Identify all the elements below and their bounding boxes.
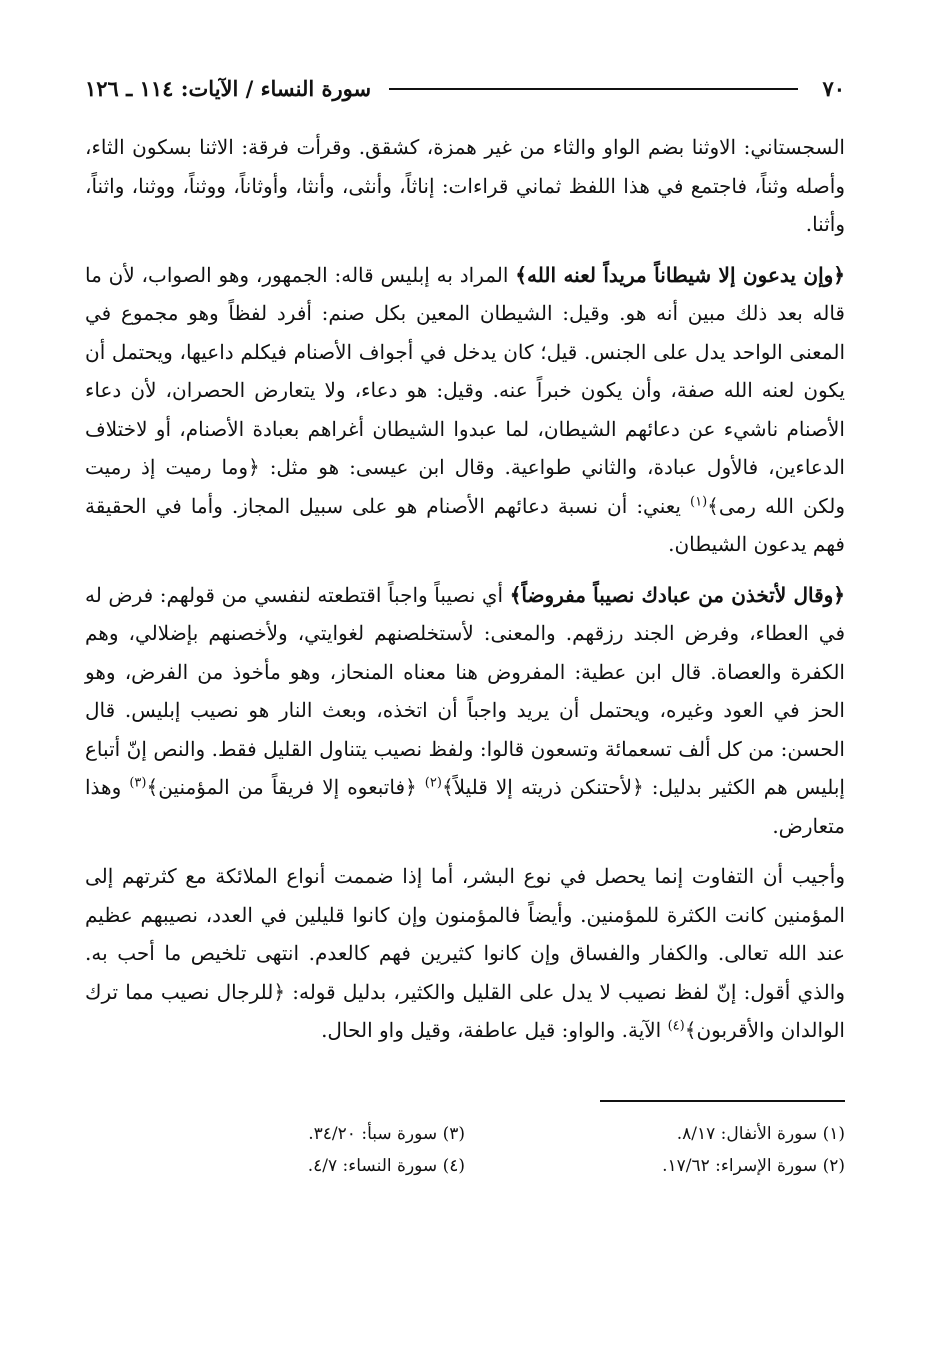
paragraph-text: يعني: أن نسبة دعائهم الأصنام هو على سبيل المجاز. وأما في الحقيقة فهم يدعون الشيطان.: [85, 493, 845, 556]
footnote-ref: (٣): [129, 775, 147, 791]
body-text: [85, 128, 845, 1050]
footnote-ref: (٢): [424, 775, 442, 791]
paragraph: [85, 576, 845, 846]
footnote: (١) سورة الأنفال: ٨/١٧.: [676, 1124, 845, 1144]
quran-quote: ﴿وما رميت إذ رميت ولكن الله رمى﴾: [85, 455, 845, 518]
footnote: (٤) سورة النساء: ٤/٧.: [307, 1156, 465, 1176]
quran-verse: ﴿وإن يدعون إلا شيطاناً مريداً لعنه الله﴾: [515, 262, 846, 287]
paragraph: [85, 857, 845, 1050]
footnote-rule: [600, 1100, 845, 1102]
paragraph-text: وهذا متعارض.: [85, 775, 845, 838]
footnote: (٣) سورة سبأ: ٣٤/٢٠.: [308, 1124, 465, 1144]
paragraph-text: السجستاني: الاوثنا بضم الواو والثاء من غير همزة، كشقق. وقرأت فرقة: الاثنا بسكون الثاء، وأصله وثناً، فاجتمع في هذا اللفظ ثماني قراءات: إناثاً، وأنثى، وأنثا، وأوثاناً، ووثناً، ووثنا، واثناً، وأثنا.: [85, 135, 845, 236]
running-header: [85, 72, 845, 106]
quran-quote: ﴿للرجال نصيب مما ترك الوالدان والأقربون﴾: [85, 979, 845, 1042]
paragraph-text: [417, 775, 425, 799]
paragraph: [85, 128, 845, 244]
footnotes: [85, 1122, 845, 1178]
paragraph-text: وأجيب أن التفاوت إنما يحصل في نوع البشر، أما إذا ضممت أنواع الملائكة مع كثرتهم إلى المؤمنين كانت الكثرة للمؤمنين. وأيضاً فالمؤمنون وإن كانوا قليلين في العدد، نصيبهم عظيم عند الله تعالى. والكفار والفساق وإن كانوا كثيرين فهم كالعدم. انتهى تلخيص ما أحب به. والذي أقول: إنّ لفظ نصيب لا يدل على القليل والكثير، بدليل قوله:: [85, 864, 845, 1004]
footnote: (٢) سورة الإسراء: ١٧/٦٢.: [662, 1156, 845, 1176]
book-page: [85, 72, 845, 1282]
footnote-ref: (١): [690, 493, 708, 509]
header-rule: [389, 88, 798, 90]
paragraph-text: المراد به إبليس قاله: الجمهور، وهو الصواب، لأن ما قاله بعد ذلك مبين أنه هو. وقيل: الشيطان المعين بكل صنم: أفرد لفظاً وهو مجموع في المعنى الواحد يدل على الجنس. قيل؛ كان يدخل في أجواف الأصنام فيكلم داعيها، ويحتمل أن يكون لعنه الله صفة، وأن يكون خبراً عنه. وقيل: هو دعاء، ولا يتعارض الحصران، لأن دعاء الأصنام ناشيء عن دعائهم الشيطان، لما عبدوا الشيطان أغراهم بعبادة الأصنام، أو لاختلاف الدعاءين، فالأول عبادة، والثاني طواعية. وقال ابن عيسى: هو مثل:: [85, 262, 845, 479]
quran-quote: ﴿لأحتنكن ذريته إلا قليلاً﴾: [441, 775, 644, 799]
page-number: ٧٠: [822, 76, 845, 101]
paragraph: [85, 256, 845, 564]
quran-verse: ﴿وقال لأتخذن من عبادك نصيباً مفروضاً﴾: [509, 582, 846, 607]
footnote-ref: (٤): [667, 1018, 685, 1034]
paragraph-text: الآية. والواو: قيل عاطفة، وقيل واو الحال.: [321, 1018, 668, 1042]
quran-quote: ﴿فاتبعوه إلا فريقاً من المؤمنين﴾: [146, 775, 417, 799]
chapter-title: سورة النساء / الآيات: ١١٤ ـ ١٢٦: [85, 76, 372, 101]
paragraph-text: أي نصيباً واجباً اقتطعته لنفسي من قولهم: فرض له في العطاء، وفرض الجند رزقهم. والمعنى: لأستخلصنهم لغوايتي، ولأخصنهم بإضلالي، وهم الكفرة والعصاة. قال ابن عطية: المفروض هنا معناه المنحاز، وهو مأخوذ من الفرض، وهو الحز في العود وغيره، ويحتمل أن يريد واجباً أن اتخذه، وبعث النار هو نصيب إبليس. قال الحسن: من كل ألف تسعمائة وتسعون قالوا: ولفظ نصيب يتناول القليل فقط. والنص إنّ أتباع إبليس هم الكثير بدليل:: [85, 582, 845, 799]
